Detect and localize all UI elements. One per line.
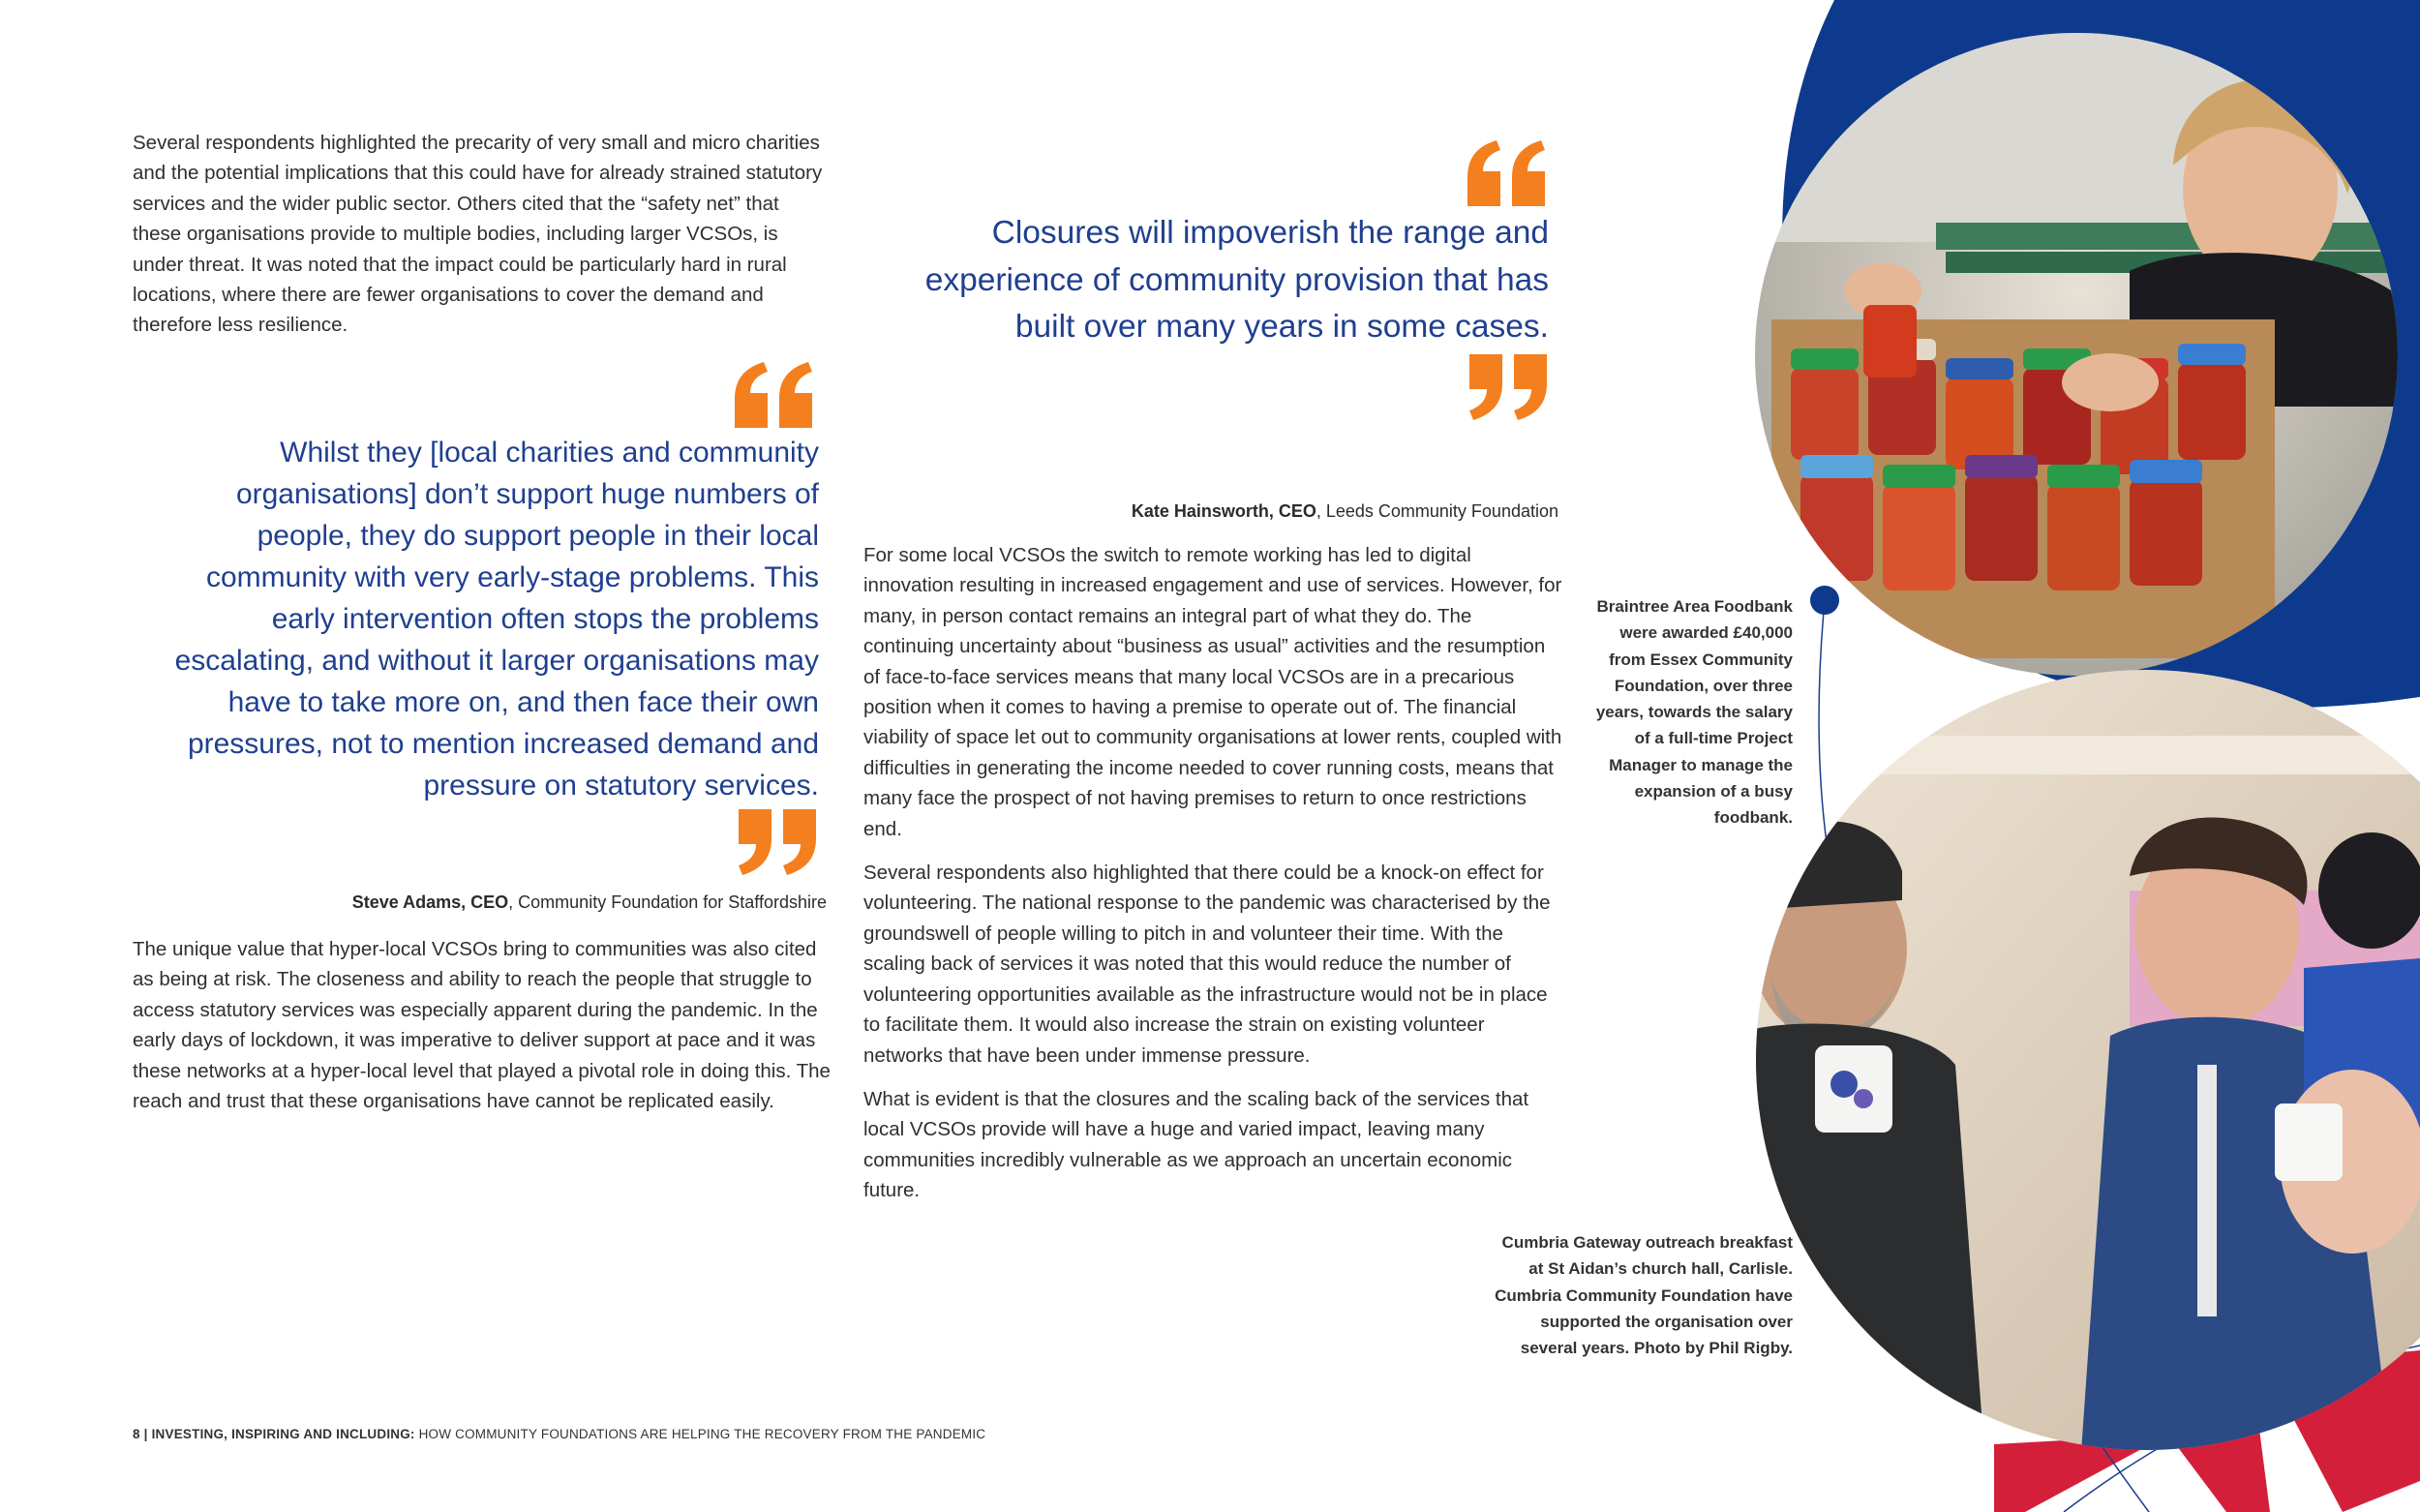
middle-paragraphs [863, 540, 1566, 1206]
attribution-org: , Leeds Community Foundation [1316, 501, 1558, 521]
attribution-org: , Community Foundation for Staffordshire [508, 892, 827, 912]
left-paragraph-2 [133, 934, 836, 1116]
photo-caption-bottom [1491, 1229, 1793, 1361]
body-paragraph: Several respondents highlighted the precarity of very small and micro charities and the potential implications that this could have for already strained statutory services and the wider public sector. Others cited that the “safety net” that these organisations provide to multiple bodies, including larger VCSOs, is under threat. It was noted that the impact could be particularly hard in rural locations, where there are fewer organisations to cover the demand and therefore less resilience. [133, 132, 823, 337]
caption-text: Cumbria Gateway outreach breakfast at St Aidan’s church hall, Carlisle. Cumbria Community Foundation have supported the organisation over several years. Photo by Phil Rigby. [1495, 1233, 1793, 1358]
body-paragraph: For some local VCSOs the switch to remote working has led to digital innovation resulting in increased engagement and use of services. However, for many, in person contact remains an integral part of what they do. The continuing uncertainty about “business as usual” activities and the resumption of face-to-face services means that many local VCSOs are in a precarious position when it comes to having a premise to operate out of. The financial viability of space let out to community organisations at lower rents, coupled with difficulties in generating the income needed to cover running costs, means that many face the prospect of not having premises to return to once restrictions end. [863, 544, 1562, 840]
left-paragraph-1 [133, 128, 830, 341]
page-number: 8 [133, 1427, 140, 1441]
attribution-middle [1016, 499, 1558, 523]
open-quote-icon [1464, 138, 1551, 208]
body-paragraph: The unique value that hyper-local VCSOs bring to communities was also cited as being at risk. The closeness and ability to reach the people that struggle to access statutory services was especially apparent during the pandemic. In the early days of lockdown, it was imperative to deliver support at pace and it was these networks at a hyper-local level that played a pivotal role in doing this. The reach and trust that these organisations have cannot be replicated easily. [133, 938, 831, 1113]
pull-quote-text: Whilst they [local charities and community organisations] don’t support huge numbers of people, they do support people in their local community with very early-stage problems. This early intervention often stops the problems escalating, and without it larger organisations may have to take more on, and then face their own pressures, not to mention increased demand and pressure on statutory services. [174, 437, 819, 801]
caption-text: Braintree Area Foodbank were awarded £40,000 from Essex Community Foundation, over three years, towards the salary of a full-time Project Manager to manage the expansion of a busy foodbank. [1595, 597, 1793, 828]
pull-quote-middle [871, 210, 1549, 351]
footer-title: INVESTING, INSPIRING AND INCLUDING: [151, 1427, 415, 1441]
close-quote-icon [733, 807, 820, 877]
attribution-left [290, 891, 827, 914]
footer-subtitle: HOW COMMUNITY FOUNDATIONS ARE HELPING THE RECOVERY FROM THE PANDEMIC [414, 1427, 986, 1441]
breakfast-photo [1733, 668, 2420, 1462]
pull-quote-left [174, 432, 819, 806]
body-paragraph: Several respondents also highlighted that there could be a knock-on effect for volunteering. The national response to the pandemic was characterised by the groundswell of people willing to pitch in and volunteer their time. With the scaling back of services it was noted that this would reduce the number of volunteering opportunities available as the infrastructure would not be in place to facilitate them. It would also increase the strain on existing volunteer networks that have been under immense pressure. [863, 862, 1551, 1067]
photo-caption-top [1588, 593, 1793, 832]
attribution-name: Kate Hainsworth, CEO [1131, 501, 1316, 521]
pull-quote-text: Closures will impoverish the range and experience of community provision that has built over many years in some cases. [924, 215, 1549, 345]
open-quote-icon [731, 360, 818, 430]
body-paragraph: What is evident is that the closures and the scaling back of the services that local VCSOs provide will have a huge and varied impact, leaving many communities incredibly vulnerable as we approach an uncertain economic future. [863, 1087, 1529, 1202]
page-footer [133, 1427, 985, 1441]
footer-separator: | [139, 1427, 152, 1441]
connector-dot [1810, 586, 1839, 615]
attribution-name: Steve Adams, CEO [351, 892, 509, 912]
close-quote-icon [1464, 352, 1551, 422]
